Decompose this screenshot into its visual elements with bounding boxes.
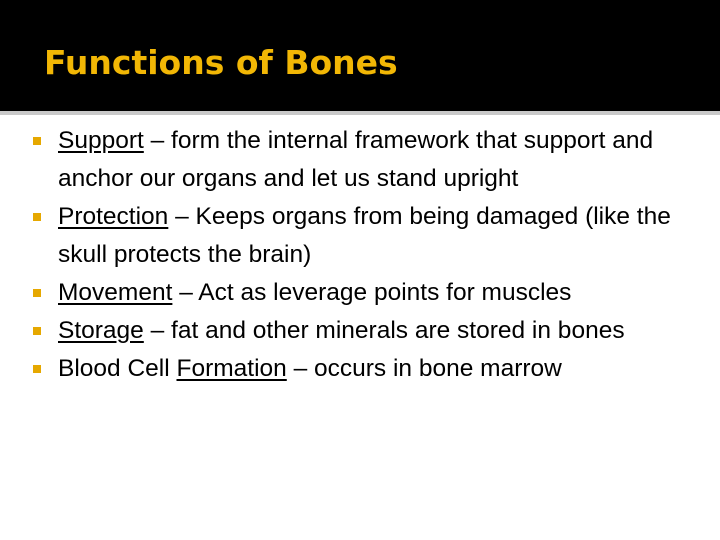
bullet-prefix: Blood Cell (58, 355, 177, 382)
bullet-list (32, 122, 692, 388)
bullet-item-storage (32, 312, 692, 350)
bullet-term: Support (58, 127, 144, 154)
square-bullet-icon (33, 289, 41, 297)
bullet-term: Storage (58, 317, 144, 344)
bullet-item-protection (32, 198, 692, 274)
square-bullet-icon (33, 327, 41, 335)
square-bullet-icon (33, 365, 41, 373)
title-divider (0, 111, 720, 115)
bullet-description: – form the internal framework that support and anchor our organs and let us stand upright (58, 127, 654, 192)
bullet-term: Protection (58, 203, 169, 230)
bullet-description: – fat and other minerals are stored in bones (143, 317, 625, 344)
square-bullet-icon (33, 213, 41, 221)
bullet-item-support (32, 122, 692, 198)
slide-title: Functions of Bones (44, 43, 398, 82)
bullet-term: Formation (176, 355, 287, 382)
bullet-description: – Act as leverage points for muscles (172, 279, 572, 306)
bullet-term: Movement (58, 279, 173, 306)
bullet-description: – occurs in bone marrow (286, 355, 562, 382)
bullet-item-movement (32, 274, 692, 312)
bullet-description: – Keeps organs from being damaged (like the skull protects the brain) (58, 203, 671, 268)
square-bullet-icon (33, 137, 41, 145)
bullet-item-blood-cell-formation (32, 350, 692, 388)
